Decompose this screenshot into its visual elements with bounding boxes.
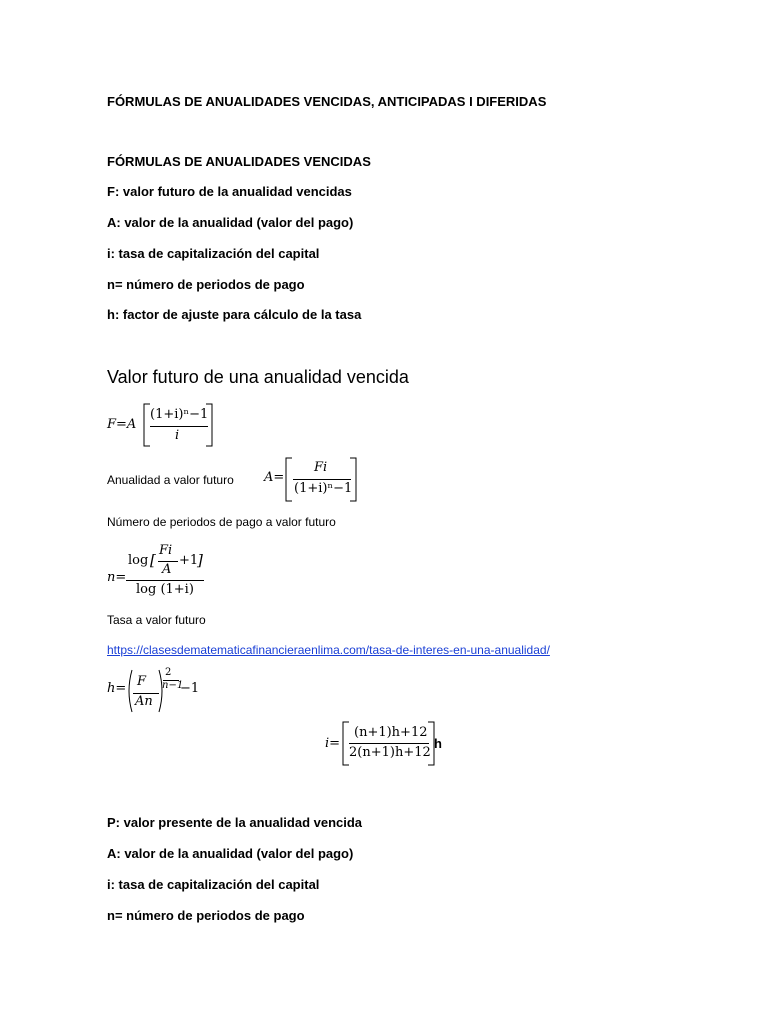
formula-lhs: h= [107, 681, 127, 696]
formula-numerator: F [137, 674, 147, 689]
left-bracket [285, 458, 293, 501]
formula-lhs: A= [264, 470, 285, 485]
inner-tail: +1 [179, 553, 199, 568]
formula-denominator: 2(n+1)h+12 [349, 745, 431, 760]
formula-lhs: i= [325, 736, 341, 751]
definition-a: A: valor de la anualidad (valor del pago) [107, 215, 354, 230]
formula-numerator: (1+i)ⁿ−1 [150, 407, 209, 422]
formula-tail: −1 [180, 681, 200, 696]
fraction-bar [126, 580, 204, 581]
open-bracket: [ [150, 551, 156, 569]
inner-denominator: A [162, 562, 172, 577]
definition-p: P: valor presente de la anualidad vencida [107, 815, 363, 830]
inner-numerator: Fi [159, 543, 173, 558]
definition-n: n= número de periodos de pago [107, 277, 305, 292]
right-bracket [206, 404, 214, 446]
formula-denominator: An [135, 694, 153, 709]
periodos-label: Número de periodos de pago a valor futuro [107, 515, 336, 529]
section-heading: FÓRMULAS DE ANUALIDADES VENCIDAS [107, 154, 371, 169]
definition-n: n= número de periodos de pago [107, 908, 305, 923]
definition-h: h: factor de ajuste para cálculo de la tasa [107, 307, 362, 322]
formula-numerator: Fi [314, 460, 328, 475]
exponent-numerator: 2 [165, 667, 172, 678]
formula-lhs: F=A [107, 417, 137, 432]
document-title: FÓRMULAS DE ANUALIDADES VENCIDAS, ANTICIPADAS I DIFERIDAS [107, 94, 547, 109]
definition-i: i: tasa de capitalización del capital [107, 877, 320, 892]
fraction-bar [293, 479, 351, 480]
tasa-label: Tasa a valor futuro [107, 613, 206, 627]
valor-futuro-heading: Valor futuro de una anualidad vencida [107, 367, 409, 387]
formula-denominator: i [175, 428, 180, 443]
log-label: log [128, 553, 149, 568]
close-bracket: ] [197, 551, 203, 569]
formula-lhs: n= [107, 570, 127, 585]
fraction-bar [150, 426, 208, 427]
reference-link[interactable]: https://clasesdematematicafinancieraenlima.com/tasa-de-interes-en-una-anualidad/ [107, 643, 550, 657]
formula-numerator: (n+1)h+12 [354, 725, 428, 740]
formula-denominator: (1+i)ⁿ−1 [294, 481, 353, 496]
definition-f: F: valor futuro de la anualidad vencidas [107, 184, 352, 199]
right-bracket [350, 458, 358, 501]
exponent-denominator: n−1 [162, 680, 184, 691]
left-paren [126, 670, 134, 712]
definition-a: A: valor de la anualidad (valor del pago) [107, 846, 354, 861]
definition-i: i: tasa de capitalización del capital [107, 246, 320, 261]
fraction-bar [349, 743, 429, 744]
formula-denominator: log (1+i) [136, 582, 194, 597]
formula-tail: h [434, 736, 442, 751]
anualidad-label: Anualidad a valor futuro [107, 473, 234, 487]
